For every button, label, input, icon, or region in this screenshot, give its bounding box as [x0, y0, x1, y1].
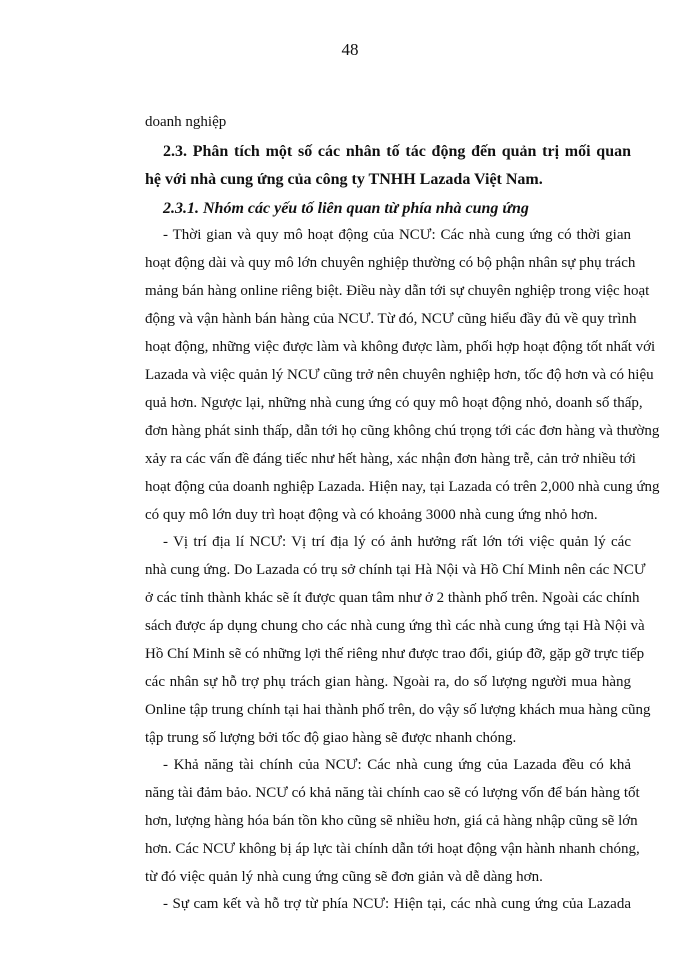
paragraph-line: hơn, lượng hàng hóa bán tồn kho cũng sẽ nhiều hơn, giá cả hàng nhập cũng sẽ lớn	[145, 813, 638, 829]
paragraph-line: Lazada và việc quản lý NCƯ cũng trở nên chuyên nghiệp hơn, tốc độ hơn và có hiệu	[145, 367, 654, 383]
paragraph-line: động và vận hành bán hàng của NCƯ. Từ đó, NCƯ cũng hiểu đầy đủ về quy trình	[145, 311, 637, 327]
paragraph-line: tập trung số lượng bởi tốc độ giao hàng sẽ được nhanh chóng.	[145, 730, 517, 746]
paragraph-line: - Vị trí địa lí NCƯ: Vị trí địa lý có ảnh hưởng rất lớn tới việc quản lý các	[163, 534, 631, 550]
paragraph-line: nhà cung ứng. Do Lazada có trụ sở chính tại Hà Nội và Hồ Chí Minh nên các NCƯ	[145, 562, 646, 578]
paragraph-line: mảng bán hàng online riêng biệt. Điều này dẫn tới sự chuyên nghiệp trong việc hoạt	[145, 283, 650, 299]
paragraph-line: quả hơn. Ngược lại, những nhà cung ứng có quy mô hoạt động nhỏ, doanh số thấp,	[145, 395, 643, 411]
body-text-line: doanh nghiệp	[145, 114, 227, 130]
paragraph-line: các nhân sự hỗ trợ phụ trách gian hàng. Ngoài ra, do số lượng người mua hàng	[145, 674, 631, 690]
paragraph-line: Hồ Chí Minh sẽ có những lợi thế riêng như được trao đổi, giúp đỡ, gặp gỡ trực tiếp	[145, 646, 645, 662]
paragraph-line: - Sự cam kết và hỗ trợ từ phía NCƯ: Hiện tại, các nhà cung ứng của Lazada	[163, 896, 631, 912]
paragraph-line: ở các tỉnh thành khác sẽ ít được quan tâm như ở 2 thành phố trên. Ngoài các chính	[145, 590, 640, 606]
section-heading-line-2: hệ với nhà cung ứng của công ty TNHH Lazada Việt Nam.	[145, 171, 543, 188]
subsection-heading: 2.3.1. Nhóm các yếu tố liên quan từ phía nhà cung ứng	[163, 200, 529, 217]
page-number: 48	[341, 40, 359, 59]
paragraph-line: sách được áp dụng chung cho các nhà cung ứng thì các nhà cung ứng tại Hà Nội và	[145, 618, 645, 634]
section-heading-line-1: 2.3. Phân tích một số các nhân tố tác động đến quản trị mối quan	[163, 143, 631, 160]
paragraph-line: từ đó việc quản lý nhà cung ứng cũng sẽ đơn giản và dễ dàng hơn.	[145, 869, 543, 885]
paragraph-line: - Thời gian và quy mô hoạt động của NCƯ: Các nhà cung ứng có thời gian	[163, 227, 631, 243]
paragraph-line: hoạt động dài và quy mô lớn chuyên nghiệp thường có bộ phận nhân sự phụ trách	[145, 255, 636, 271]
paragraph-line: - Khả năng tài chính của NCƯ: Các nhà cung ứng của Lazada đều có khả	[163, 757, 631, 773]
paragraph-line: đơn hàng phát sinh thấp, dẫn tới họ cũng không chú trọng tới các đơn hàng và thường	[145, 423, 660, 439]
paragraph-line: năng tài đảm bảo. NCƯ có khả năng tài chính cao sẽ có lượng vốn để bán hàng tốt	[145, 785, 640, 801]
paragraph-line: hoạt động của doanh nghiệp Lazada. Hiện nay, tại Lazada có trên 2,000 nhà cung ứng	[145, 479, 660, 495]
paragraph-line: hoạt động, những việc được làm và không được làm, phối hợp hoạt động tốt nhất với	[145, 339, 656, 355]
paragraph-line: Online tập trung chính tại hai thành phố trên, do vậy số lượng khách mua hàng cũng	[145, 702, 651, 718]
paragraph-line: xảy ra các vấn đề đáng tiếc như hết hàng, xác nhận đơn hàng trễ, cản trở nhiều tới	[145, 451, 636, 467]
paragraph-line: hơn. Các NCƯ không bị áp lực tài chính dẫn tới hoạt động vận hành nhanh chóng,	[145, 841, 640, 857]
paragraph-line: có quy mô lớn duy trì hoạt động và có khoảng 3000 nhà cung ứng nhỏ hơn.	[145, 507, 598, 523]
